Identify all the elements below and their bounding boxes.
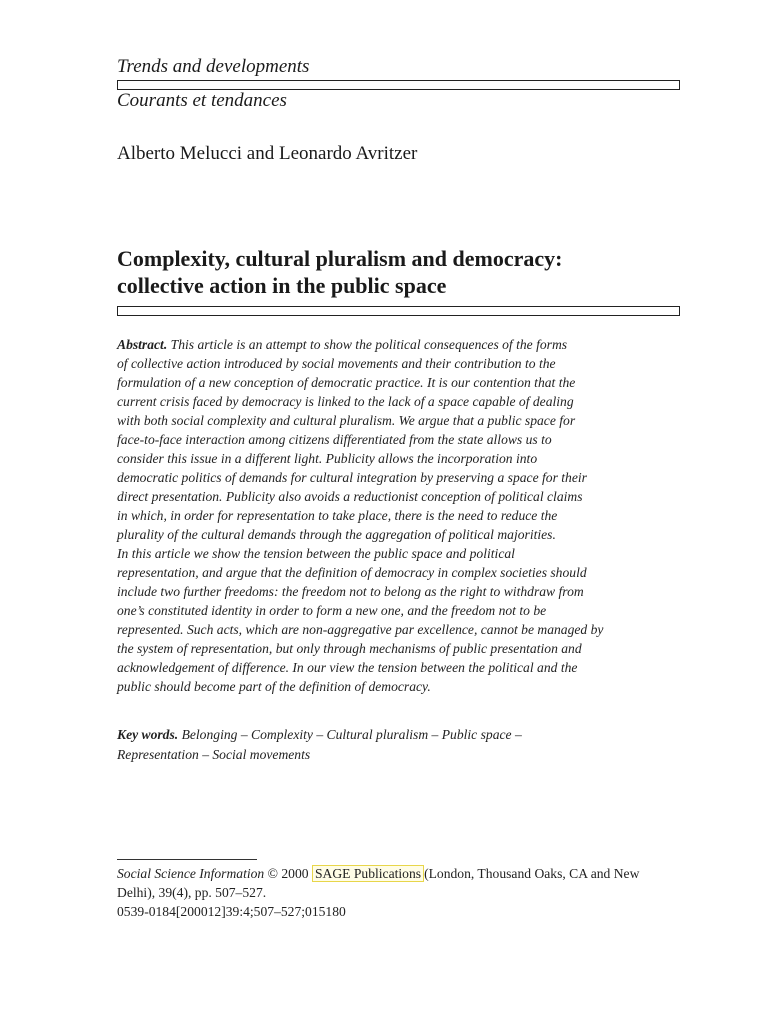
abstract-line: acknowledgement of difference. In our view the tension between the political and the bbox=[117, 660, 578, 675]
title-rule bbox=[117, 306, 680, 316]
publication-info bbox=[117, 864, 687, 921]
abstract-line bbox=[117, 335, 683, 354]
publication-info-line-2: Delhi), 39(4), pp. 507–527. bbox=[117, 885, 267, 900]
abstract-label: Abstract. bbox=[117, 337, 168, 352]
abstract-line: consider this issue in a different light. Publicity allows the incorporation into bbox=[117, 451, 538, 466]
footnote-rule bbox=[117, 859, 257, 860]
publisher-location: (London, Thousand Oaks, CA and New bbox=[424, 866, 640, 881]
authors: Alberto Melucci and Leonardo Avritzer bbox=[117, 143, 418, 164]
title-line-1: Complexity, cultural pluralism and democracy: bbox=[117, 246, 563, 271]
keywords-line-2: Representation – Social movements bbox=[117, 747, 311, 762]
abstract bbox=[117, 335, 683, 696]
abstract-line: plurality of the cultural demands through the aggregation of political majorities. bbox=[117, 527, 556, 542]
abstract-line: face-to-face interaction among citizens differentiated from the state allows us to bbox=[117, 432, 552, 447]
section-heading-french: Courants et tendances bbox=[117, 90, 287, 111]
article-title bbox=[117, 245, 687, 299]
keywords-line-1 bbox=[117, 725, 683, 745]
abstract-line: representation, and argue that the definition of democracy in complex societies should bbox=[117, 565, 587, 580]
section-heading-english: Trends and developments bbox=[117, 56, 310, 77]
keywords bbox=[117, 725, 683, 765]
abstract-line-text: This article is an attempt to show the political consequences of the forms bbox=[167, 337, 568, 352]
abstract-line: public should become part of the definition of democracy. bbox=[117, 679, 431, 694]
abstract-line: include two further freedoms: the freedom not to belong as the right to withdraw from bbox=[117, 584, 584, 599]
abstract-line: In this article we show the tension between the public space and political bbox=[117, 546, 515, 561]
abstract-line: of collective action introduced by social movements and their contribution to the bbox=[117, 356, 556, 371]
abstract-line: formulation of a new conception of democratic practice. It is our contention that the bbox=[117, 375, 576, 390]
header-rule bbox=[117, 80, 680, 90]
keywords-text: Belonging – Complexity – Cultural pluralism – Public space – bbox=[178, 727, 522, 742]
abstract-line: democratic politics of demands for cultural integration by preserving a space for their bbox=[117, 470, 587, 485]
abstract-line: the system of representation, but only through mechanisms of public presentation and bbox=[117, 641, 582, 656]
copyright-text: © 2000 bbox=[264, 866, 312, 881]
publisher-link[interactable]: SAGE Publications bbox=[312, 865, 424, 882]
publication-info-line-1 bbox=[117, 864, 687, 883]
abstract-line: current crisis faced by democracy is linked to the lack of a space capable of dealing bbox=[117, 394, 574, 409]
title-line-2: collective action in the public space bbox=[117, 273, 447, 298]
journal-name: Social Science Information bbox=[117, 866, 265, 881]
abstract-line: one’s constituted identity in order to form a new one, and the freedom not to be bbox=[117, 603, 547, 618]
keywords-label: Key words. bbox=[117, 727, 179, 742]
abstract-line: in which, in order for representation to take place, there is the need to reduce the bbox=[117, 508, 558, 523]
abstract-line: represented. Such acts, which are non-aggregative par excellence, cannot be managed by bbox=[117, 622, 604, 637]
publication-identifier: 0539-0184[200012]39:4;507–527;015180 bbox=[117, 904, 346, 919]
abstract-line: direct presentation. Publicity also avoids a reductionist conception of political claims bbox=[117, 489, 583, 504]
abstract-line: with both social complexity and cultural pluralism. We argue that a public space for bbox=[117, 413, 576, 428]
